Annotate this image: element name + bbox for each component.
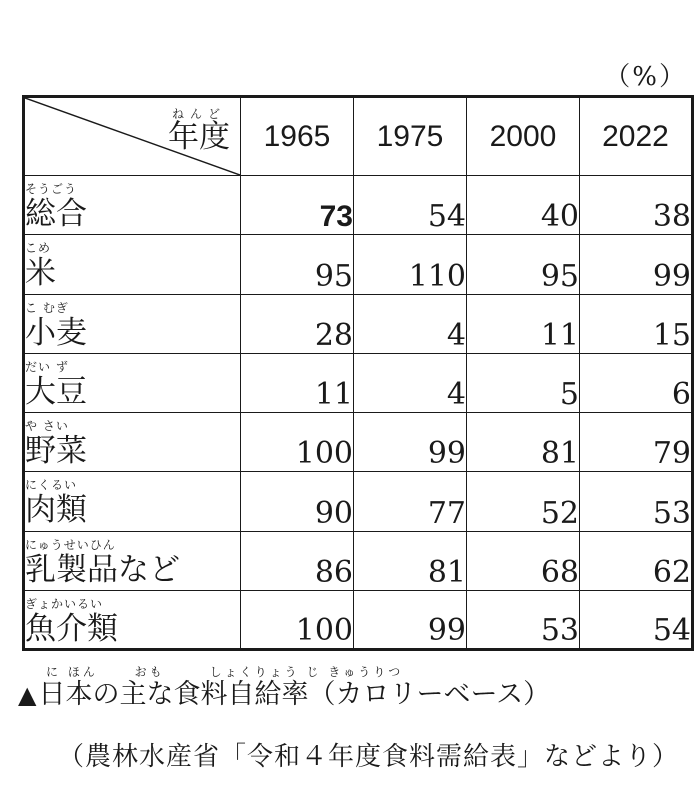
value-cell: 38: [580, 176, 693, 235]
value-cell: 4: [354, 353, 467, 412]
value-cell: 11: [241, 353, 354, 412]
value-cell: 90: [241, 472, 354, 531]
value-cell: 40: [467, 176, 580, 235]
value-cell: 54: [354, 176, 467, 235]
value-cell: 95: [241, 235, 354, 294]
year-header: 2000: [467, 97, 580, 176]
value-cell: 110: [354, 235, 467, 294]
value-cell: 15: [580, 294, 693, 353]
row-label-ruby: だい ず: [25, 359, 69, 374]
caption-ruby: に ほん おも しょくりょう じ きゅうりつ: [46, 665, 404, 679]
caption-text: 日本の主な食料自給率（カロリーベース）: [38, 679, 551, 710]
value-cell: 28: [241, 294, 354, 353]
value-cell: 73: [241, 176, 354, 235]
year-header: 1965: [241, 97, 354, 176]
row-label-cell: [24, 176, 241, 235]
value-cell: 100: [241, 413, 354, 472]
row-label-ruby: や さい: [25, 419, 69, 433]
value-cell: 99: [580, 235, 693, 294]
value-cell: 11: [467, 294, 580, 353]
row-label-cell: [24, 353, 241, 412]
table-row: [24, 353, 693, 412]
value-cell: 77: [354, 472, 467, 531]
corner-ruby: ねんど: [171, 107, 226, 121]
row-label: 野菜: [25, 433, 87, 469]
value-cell: 99: [354, 413, 467, 472]
header-row: [24, 97, 693, 176]
row-label-cell: [24, 235, 241, 294]
self-sufficiency-table: [22, 95, 694, 651]
value-cell: 4: [354, 294, 467, 353]
value-cell: 86: [241, 531, 354, 590]
row-label-ruby: こ むぎ: [25, 300, 69, 315]
row-label-cell: [24, 590, 241, 649]
value-cell: 81: [467, 413, 580, 472]
table-row: [24, 176, 693, 235]
caption: [18, 666, 550, 708]
value-cell: 95: [467, 235, 580, 294]
value-cell: 100: [241, 590, 354, 649]
value-cell: 79: [580, 413, 693, 472]
value-cell: 5: [467, 353, 580, 412]
corner-label: [168, 108, 230, 153]
row-label-cell: [24, 531, 241, 590]
value-cell: 99: [354, 590, 467, 649]
row-label-ruby: そうごう: [25, 182, 78, 196]
row-label: 小麦: [25, 314, 87, 351]
corner-text: 年度: [168, 119, 230, 155]
row-label: 肉類: [25, 492, 87, 529]
table-row: [24, 235, 693, 294]
value-cell: 62: [580, 531, 693, 590]
table-row: [24, 413, 693, 472]
row-label-ruby: こめ: [25, 241, 52, 256]
row-label: 乳製品など: [25, 551, 180, 588]
source-note: （農林水産省「令和４年度食料需給表」などより）: [58, 742, 680, 772]
table-row: [24, 472, 693, 531]
row-label: 魚介類: [25, 610, 118, 647]
unit-label: （%）: [604, 62, 687, 92]
year-header: 1975: [354, 97, 467, 176]
row-label: 総合: [25, 196, 87, 232]
row-label-cell: [24, 413, 241, 472]
row-label-ruby: ぎょかいるい: [25, 596, 104, 611]
value-cell: 53: [467, 590, 580, 649]
row-label: 大豆: [25, 373, 87, 410]
table-row: [24, 590, 693, 649]
value-cell: 53: [580, 472, 693, 531]
year-header: 2022: [580, 97, 693, 176]
row-label-ruby: にゅうせいひん: [25, 537, 116, 552]
corner-cell: [24, 97, 241, 176]
value-cell: 68: [467, 531, 580, 590]
value-cell: 54: [580, 590, 693, 649]
triangle-marker-icon: ▲: [18, 681, 37, 709]
row-label-cell: [24, 472, 241, 531]
table-row: [24, 294, 693, 353]
value-cell: 6: [580, 353, 693, 412]
table-row: [24, 531, 693, 590]
row-label: 米: [25, 255, 56, 292]
row-label-cell: [24, 294, 241, 353]
value-cell: 81: [354, 531, 467, 590]
value-cell: 52: [467, 472, 580, 531]
row-label-ruby: にくるい: [25, 478, 78, 493]
